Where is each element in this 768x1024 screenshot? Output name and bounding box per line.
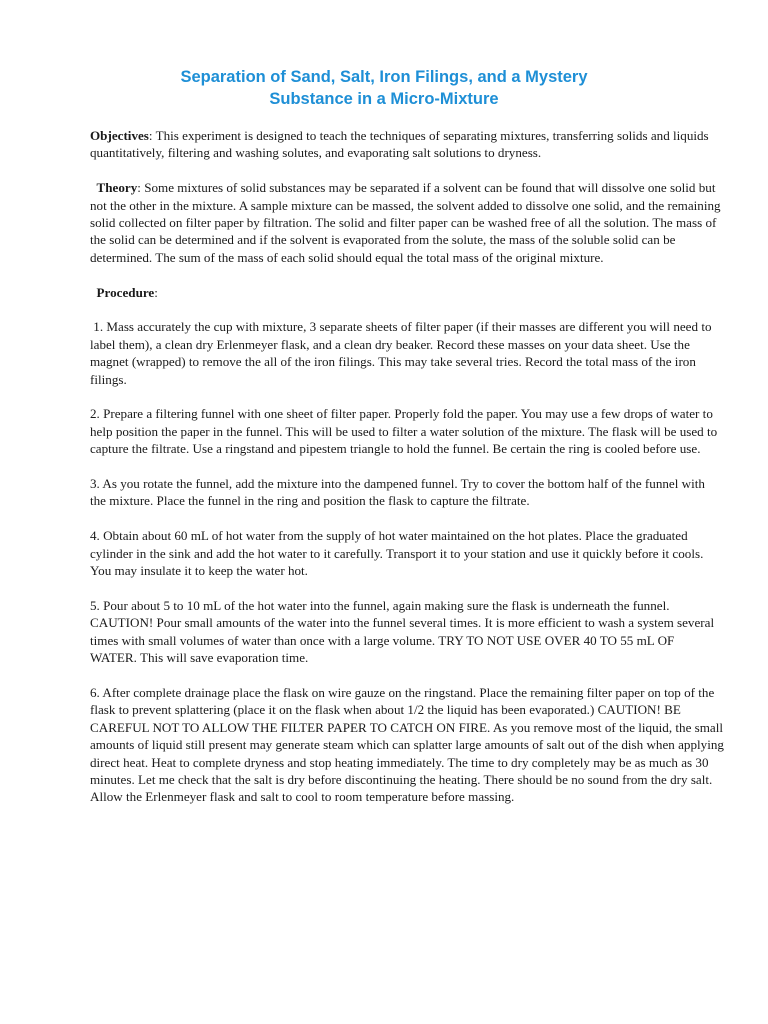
procedure-step-5: 5. Pour about 5 to 10 mL of the hot water into the funnel, again making sure the flask is underneath the funnel. CAUTION! Pour small amounts of the water into the funnel several times. It is more efficient to wash a system several times with small volumes of water than once with a large volume. TRY TO NOT USE OVER 40 TO 55 mL OF WATER. This will save evaporation time. [90, 597, 715, 666]
procedure-step-3: 3. As you rotate the funnel, add the mixture into the dampened funnel. Try to cover the bottom half of the funnel with the mixture. Place the funnel in the ring and position the flask to capture the filtrate. [90, 476, 705, 509]
document-body [90, 127, 724, 806]
procedure-colon: : [154, 284, 158, 300]
objectives-paragraph [90, 127, 724, 162]
title-line-2: Substance in a Micro-Mixture [269, 90, 499, 108]
document-title [0, 66, 768, 110]
procedure-step-1-text: 1. Mass accurately the cup with mixture, 3 separate sheets of filter paper (if their masses are different you will need to label them), a clean dry Erlenmeyer flask, and a clean dry beaker. Record these masses on your data sheet. Use the magnet (wrapped) to remove the all of the iron filings. This may take several tries. Record the total mass of the iron filings. [90, 319, 712, 387]
objectives-label: Objectives [90, 128, 149, 143]
theory-paragraph [90, 179, 724, 266]
procedure-step-1 [90, 318, 724, 388]
theory-text: : Some mixtures of solid substances may be separated if a solvent can be found that will dissolve one solid but not the other in the mixture. A sample mixture can be massed, the solvent added to dissolve one solid, and the remaining solid collected on filter paper by filtration. The solid and filter paper can be washed free of all the solution. The mass of the solid can be determined and if the solvent is evaporated from the solute, the mass of the soluble solid can be determined. The sum of the mass of each solid should equal the total mass of the original mixture. [90, 180, 721, 265]
title-line-1: Separation of Sand, Salt, Iron Filings, and a Mystery [180, 68, 588, 86]
procedure-step-4: 4. Obtain about 60 mL of hot water from the supply of hot water maintained on the hot plates. Place the graduated cylinder in the sink and add the hot water to it carefully. Transport it to your station and use it quickly before it cools. You may insulate it to keep the water hot. [90, 528, 704, 579]
procedure-step-6: 6. After complete drainage place the flask on wire gauze on the ringstand. Place the remaining filter paper on top of the flask to prevent splattering (place it on the flask when about 1/2 the liquid has been evaporated.) CAUTION! BE CAREFUL NOT TO ALLOW THE FILTER PAPER TO CATCH ON FIRE. As you remove most of the liquid, the small amounts of liquid still present may generate steam which can splatter large amounts of salt out of the dish when applying direct heat. Heat to complete dryness and stop heating immediately. The time to dry completely may be as much as 30 minutes. Let me check that the salt is dry before discontinuing the heating. There should be no sound from the dry salt. Allow the Erlenmeyer flask and salt to cool to room temperature before massing. [90, 684, 724, 805]
procedure-step-2: 2. Prepare a filtering funnel with one sheet of filter paper. Properly fold the paper. You may use a few drops of water to help position the paper in the funnel. This will be used to filter a water solution of the mixture. The flask will be used to capture the filtrate. Use a ringstand and pipestem triangle to hold the funnel. Be certain the ring is cooled before use. [90, 406, 718, 457]
procedure-heading [90, 284, 724, 301]
theory-label: Theory [96, 180, 138, 196]
objectives-text: : This experiment is designed to teach the techniques of separating mixtures, transferring solids and liquids quantitatively, filtering and washing solutes, and evaporating salt solutions to dryness. [90, 128, 709, 161]
procedure-label: Procedure [96, 284, 155, 300]
